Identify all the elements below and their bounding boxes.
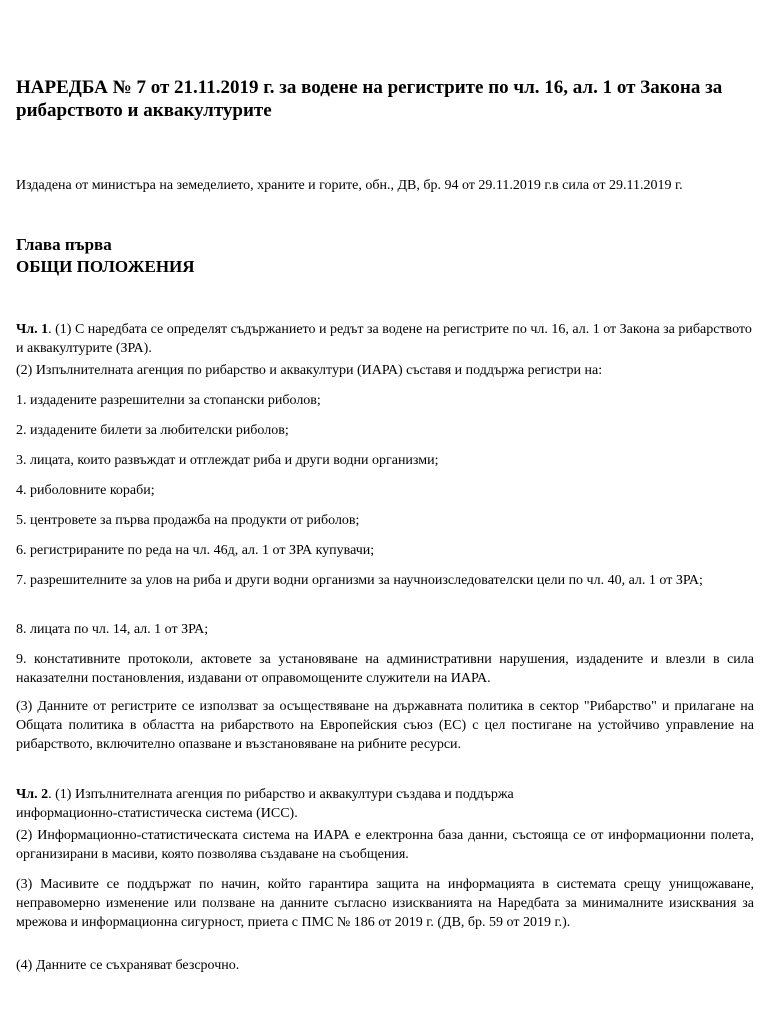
article-1-label: Чл. 1 [16, 322, 49, 337]
list-item: 9. констативните протоколи, актовете за установяване на административни нарушения, издадените и влезли в сила наказателни постановления, издавани от оправомощените служители на ИАРА. [16, 652, 754, 686]
article-2-paragraph-2: (2) Информационно-статистическата система на ИАРА е електронна база данни, състояща се от информационни полета, организирани в масиви, която позволява създаване на съобщения. [16, 828, 754, 862]
chapter-title: ОБЩИ ПОЛОЖЕНИЯ [16, 257, 195, 276]
list-item: 5. центровете за първа продажба на продукти от риболов; [16, 513, 360, 528]
list-item: 8. лицата по чл. 14, ал. 1 от ЗРА; [16, 622, 209, 637]
chapter-heading [16, 234, 195, 278]
article-2-paragraph-3: (3) Масивите се поддържат по начин, който гарантира защита на информацията в системата срещу унищожаване, неправомерно изменение или ползване на данните съгласно изискванията на Наредбата за минималните изисквания за мрежова и информационна сигурност, приета с ПМС № 186 от 2019 г. (ДВ, бр. 59 от 2019 г.). [16, 877, 754, 930]
article-1-paragraph-1-text: . (1) С наредбата се определят съдържанието и редът за водене на регистрите по чл. 16, ал. 1 от Закона за рибарството и аквакултурите (ЗРА). [16, 322, 752, 356]
document-title: НАРЕДБА № 7 от 21.11.2019 г. за водене на регистрите по чл. 16, ал. 1 от Закона за рибарството и аквакултурите [16, 77, 723, 121]
article-2-paragraph-4: (4) Данните се съхраняват безсрочно. [16, 958, 240, 973]
list-item: 7. разрешителните за улов на риба и други водни организми за научноизследователски цели по чл. 40, ал. 1 от ЗРА; [16, 573, 703, 588]
list-item: 6. регистрираните по реда на чл. 46д, ал. 1 от ЗРА купувачи; [16, 543, 375, 558]
article-1-paragraph-1 [16, 320, 754, 358]
article-2-paragraph-1 [16, 785, 576, 823]
list-item: 1. издадените разрешителни за стопански риболов; [16, 393, 321, 408]
article-2-label: Чл. 2 [16, 787, 49, 802]
list-item: 4. риболовните кораби; [16, 483, 155, 498]
article-2-paragraph-1-text: . (1) Изпълнителната агенция по рибарство и аквакултури създава и поддържа информационно-статистическа система (ИСС). [16, 787, 514, 821]
issuance-note: Издадена от министъра на земеделието, храните и горите, обн., ДВ, бр. 94 от 29.11.2019 г.в сила от 29.11.2019 г. [16, 178, 683, 193]
article-1-paragraph-3: (3) Данните от регистрите се използват за осъществяване на държавната политика в сектор "Рибарство" и прилагане на Общата политика в областта на рибарството на Европейския съюз (ЕС) с цел постигане на устойчиво управление на рибарството, включително опазване и възстановяване на рибните ресурси. [16, 699, 754, 752]
list-item: 2. издадените билети за любителски риболов; [16, 423, 289, 438]
article-1-paragraph-2: (2) Изпълнителната агенция по рибарство и аквакултури (ИАРА) съставя и поддържа регистри на: [16, 363, 603, 378]
chapter-number: Глава първа [16, 235, 112, 254]
list-item: 3. лицата, които развъждат и отглеждат риба и други водни организми; [16, 453, 439, 468]
